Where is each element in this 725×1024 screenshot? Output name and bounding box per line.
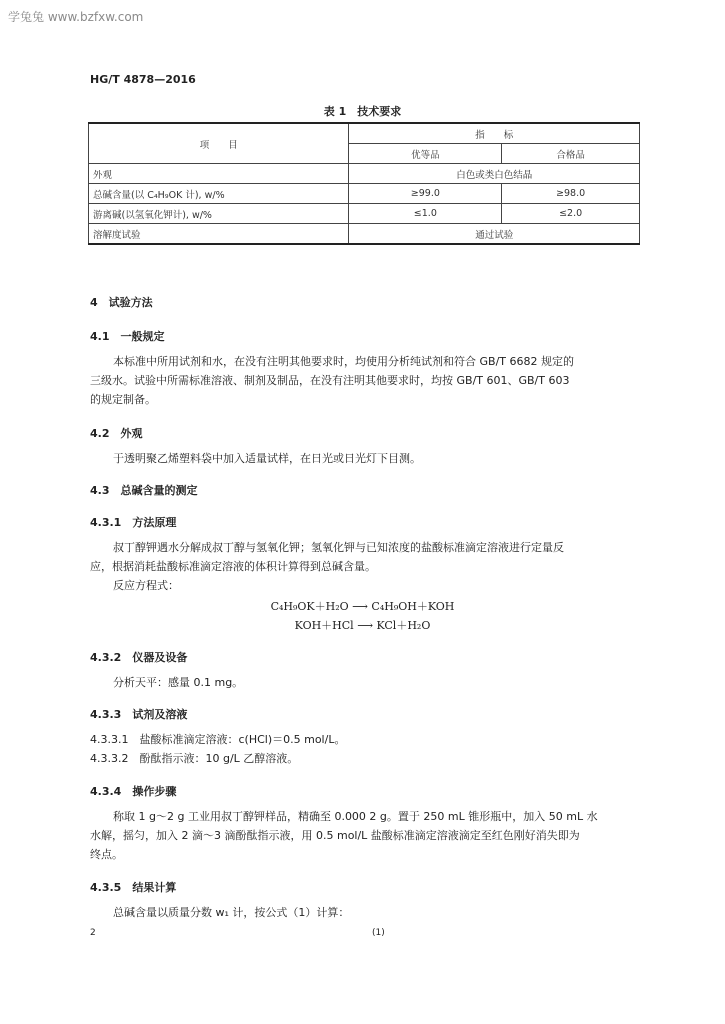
row-item: 溶解度试验 (89, 224, 349, 245)
row-item: 外观 (89, 164, 349, 184)
row-superior-value: ≤1.0 (349, 204, 502, 224)
paragraph-line: 4.3.3.1 盐酸标准滴定溶液：c(HCl)＝0.5 mol/L。 (90, 733, 346, 746)
paragraph-line: 本标准中所用试剂和水，在没有注明其他要求时，均使用分析纯试剂和符合 GB/T 6682 规定的 (113, 355, 574, 368)
paragraph-line: 4.3.3.2 酚酞指示液：10 g/L 乙醇溶液。 (90, 752, 299, 765)
paragraph-line: 分析天平：感量 0.1 mg。 (113, 676, 244, 689)
table-row (89, 224, 640, 245)
paragraph-line: 称取 1 g～2 g 工业用叔丁醇钾样品，精确至 0.000 2 g。置于 250 mL 锥形瓶中，加入 50 mL 水 (113, 810, 598, 823)
row-merged-value: 白色或类白色结晶 (349, 164, 640, 184)
equation-number: (1) (372, 928, 385, 938)
header-index: 指 标 (349, 123, 640, 144)
table-row (89, 184, 640, 204)
paragraph-line: 反应方程式： (113, 579, 179, 592)
section-4-heading: 4 试验方法 (90, 296, 153, 309)
watermark: 学兔兔 www.bzfxw.com (8, 10, 144, 24)
section-4-3-heading: 4.3 总碱含量的测定 (90, 484, 198, 497)
row-merged-value: 通过试验 (349, 224, 640, 245)
table-caption: 表 1 技术要求 (323, 105, 402, 118)
reaction-equation-1: C₄H₉OK＋H₂O ⟶ C₄H₉OH＋KOH (270, 600, 455, 613)
row-item: 总碱含量(以 C₄H₉OK 计), w/% (89, 184, 349, 204)
page-number: 2 (90, 928, 96, 938)
table-row (89, 164, 640, 184)
header-item: 项 目 (89, 123, 349, 164)
section-4-1-heading: 4.1 一般规定 (90, 330, 165, 343)
paragraph-line: 于透明聚乙烯塑料袋中加入适量试样，在日光或日光灯下目测。 (113, 452, 421, 465)
section-4-2-heading: 4.2 外观 (90, 427, 143, 440)
row-superior-value: ≥99.0 (349, 184, 502, 204)
paragraph-line: 应，根据消耗盐酸标准滴定溶液的体积计算得到总碱含量。 (90, 560, 376, 573)
section-4-3-5-heading: 4.3.5 结果计算 (90, 881, 177, 894)
paragraph-line: 水解，摇匀，加入 2 滴～3 滴酚酞指示液，用 0.5 mol/L 盐酸标准滴定溶液滴定至红色刚好消失即为 (90, 829, 580, 842)
row-qualified-value: ≥98.0 (502, 184, 640, 204)
paragraph-line: 叔丁醇钾遇水分解成叔丁醇与氢氧化钾；氢氧化钾与已知浓度的盐酸标准滴定溶液进行定量反 (113, 541, 564, 554)
section-4-3-2-heading: 4.3.2 仪器及设备 (90, 651, 188, 664)
row-item: 游离碱(以氢氧化钾计), w/% (89, 204, 349, 224)
reaction-equation-2: KOH＋HCl ⟶ KCl＋H₂O (294, 619, 431, 632)
section-4-3-1-heading: 4.3.1 方法原理 (90, 516, 177, 529)
tech-requirements-table (88, 122, 640, 245)
table-row (89, 204, 640, 224)
paragraph-line: 总碱含量以质量分数 w₁ 计，按公式（1）计算： (113, 906, 350, 919)
header-superior: 优等品 (349, 144, 502, 164)
standard-number: HG/T 4878—2016 (90, 73, 196, 86)
paragraph-line: 终点。 (90, 848, 123, 861)
section-4-3-4-heading: 4.3.4 操作步骤 (90, 785, 177, 798)
paragraph-line: 三级水。试验中所需标准溶液、制剂及制品，在没有注明其他要求时，均按 GB/T 601、GB/T 603 (90, 374, 570, 387)
section-4-3-3-heading: 4.3.3 试剂及溶液 (90, 708, 188, 721)
row-qualified-value: ≤2.0 (502, 204, 640, 224)
paragraph-line: 的规定制备。 (90, 393, 156, 406)
header-qualified: 合格品 (502, 144, 640, 164)
